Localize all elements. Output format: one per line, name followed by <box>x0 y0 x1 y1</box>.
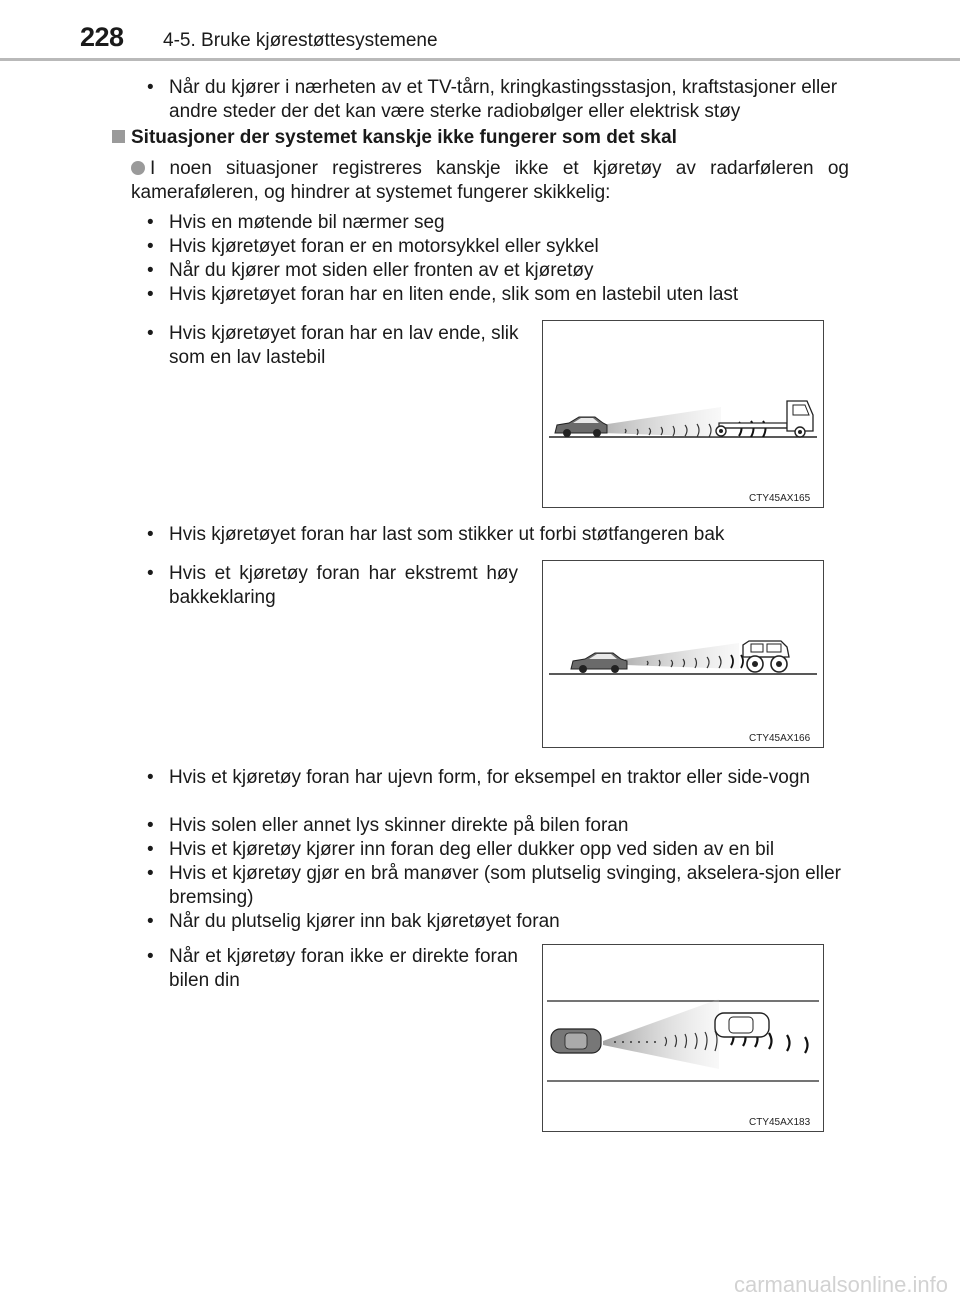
figure2-caption: Hvis et kjøretøy foran har ekstremt høy bakkeklaring <box>169 563 518 608</box>
list-item: Hvis et kjøretøy foran har ujevn form, for eksempel en traktor eller side-vogn <box>169 767 810 788</box>
bullet-dot: • <box>147 563 154 584</box>
list-item: Hvis solen eller annet lys skinner direkte på bilen foran <box>169 815 629 836</box>
page-header <box>0 0 960 58</box>
section-title: 4-5. Bruke kjørestøttesystemene <box>163 30 438 51</box>
page-number: 228 <box>80 22 124 52</box>
bullet-dot: • <box>147 524 154 545</box>
bullet-dot: • <box>147 212 154 233</box>
low-truck-illustration <box>543 321 823 507</box>
figure3-caption: Når et kjøretøy foran ikke er direkte foran bilen din <box>169 946 518 991</box>
list-item: Hvis en møtende bil nærmer seg <box>169 212 445 233</box>
bullet-dot: • <box>147 767 154 788</box>
bullet-dot: • <box>147 911 154 932</box>
square-bullet-icon <box>112 130 125 143</box>
list-item: Hvis et kjøretøy kjører inn foran deg eller dukker opp ved siden av en bil <box>169 839 775 860</box>
bullet-dot: • <box>147 284 154 305</box>
list-item: Hvis kjøretøyet foran har en liten ende, slik som en lastebil uten last <box>169 284 739 305</box>
bullet-dot: • <box>147 863 154 884</box>
header-divider <box>0 58 960 61</box>
list-item: Når du kjører mot siden eller fronten av et kjøretøy <box>169 260 594 281</box>
bullet-dot: • <box>147 323 154 344</box>
list-item: Når du plutselig kjører inn bak kjøretøyet foran <box>169 911 560 932</box>
offset-vehicle-illustration <box>543 945 823 1131</box>
figure-offset-vehicle <box>542 944 824 1132</box>
bullet-dot: • <box>147 77 154 98</box>
bullet-dot: • <box>147 236 154 257</box>
paragraph-text: I noen situasjoner registreres kanskje ikke et kjøretøy av radarføleren og kameraføleren, og hindrer at systemet fungerer skikkelig: <box>131 158 849 203</box>
list-item: Hvis et kjøretøy gjør en brå manøver (som plutselig svinging, akselera-sjon eller bremsing) <box>169 863 841 908</box>
subsection-heading: Situasjoner der systemet kanskje ikke fungerer som det skal <box>131 127 677 148</box>
bullet-dot: • <box>147 839 154 860</box>
intro-bullet-text: Når du kjører i nærheten av et TV-tårn, kringkastingsstasjon, kraftstasjoner eller andre steder der det kan være sterke radiobølger eller elektrisk støy <box>169 77 838 122</box>
figure-high-clearance <box>542 560 824 748</box>
watermark: carmanualsonline.info <box>733 1272 948 1297</box>
bullet-dot: • <box>147 946 154 967</box>
figure-low-truck <box>542 320 824 508</box>
figure-code: CTY45AX166 <box>749 733 811 744</box>
high-clearance-illustration <box>543 561 823 747</box>
bullet-dot: • <box>147 260 154 281</box>
figure-code: CTY45AX165 <box>749 493 811 504</box>
figure-code: CTY45AX183 <box>749 1117 811 1128</box>
list-item: Hvis kjøretøyet foran er en motorsykkel eller sykkel <box>169 236 599 257</box>
bullet-dot: • <box>147 815 154 836</box>
list-item: Hvis kjøretøyet foran har last som stikker ut forbi støtfangeren bak <box>169 524 725 545</box>
figure1-caption: Hvis kjøretøyet foran har en lav ende, slik som en lav lastebil <box>169 323 519 368</box>
